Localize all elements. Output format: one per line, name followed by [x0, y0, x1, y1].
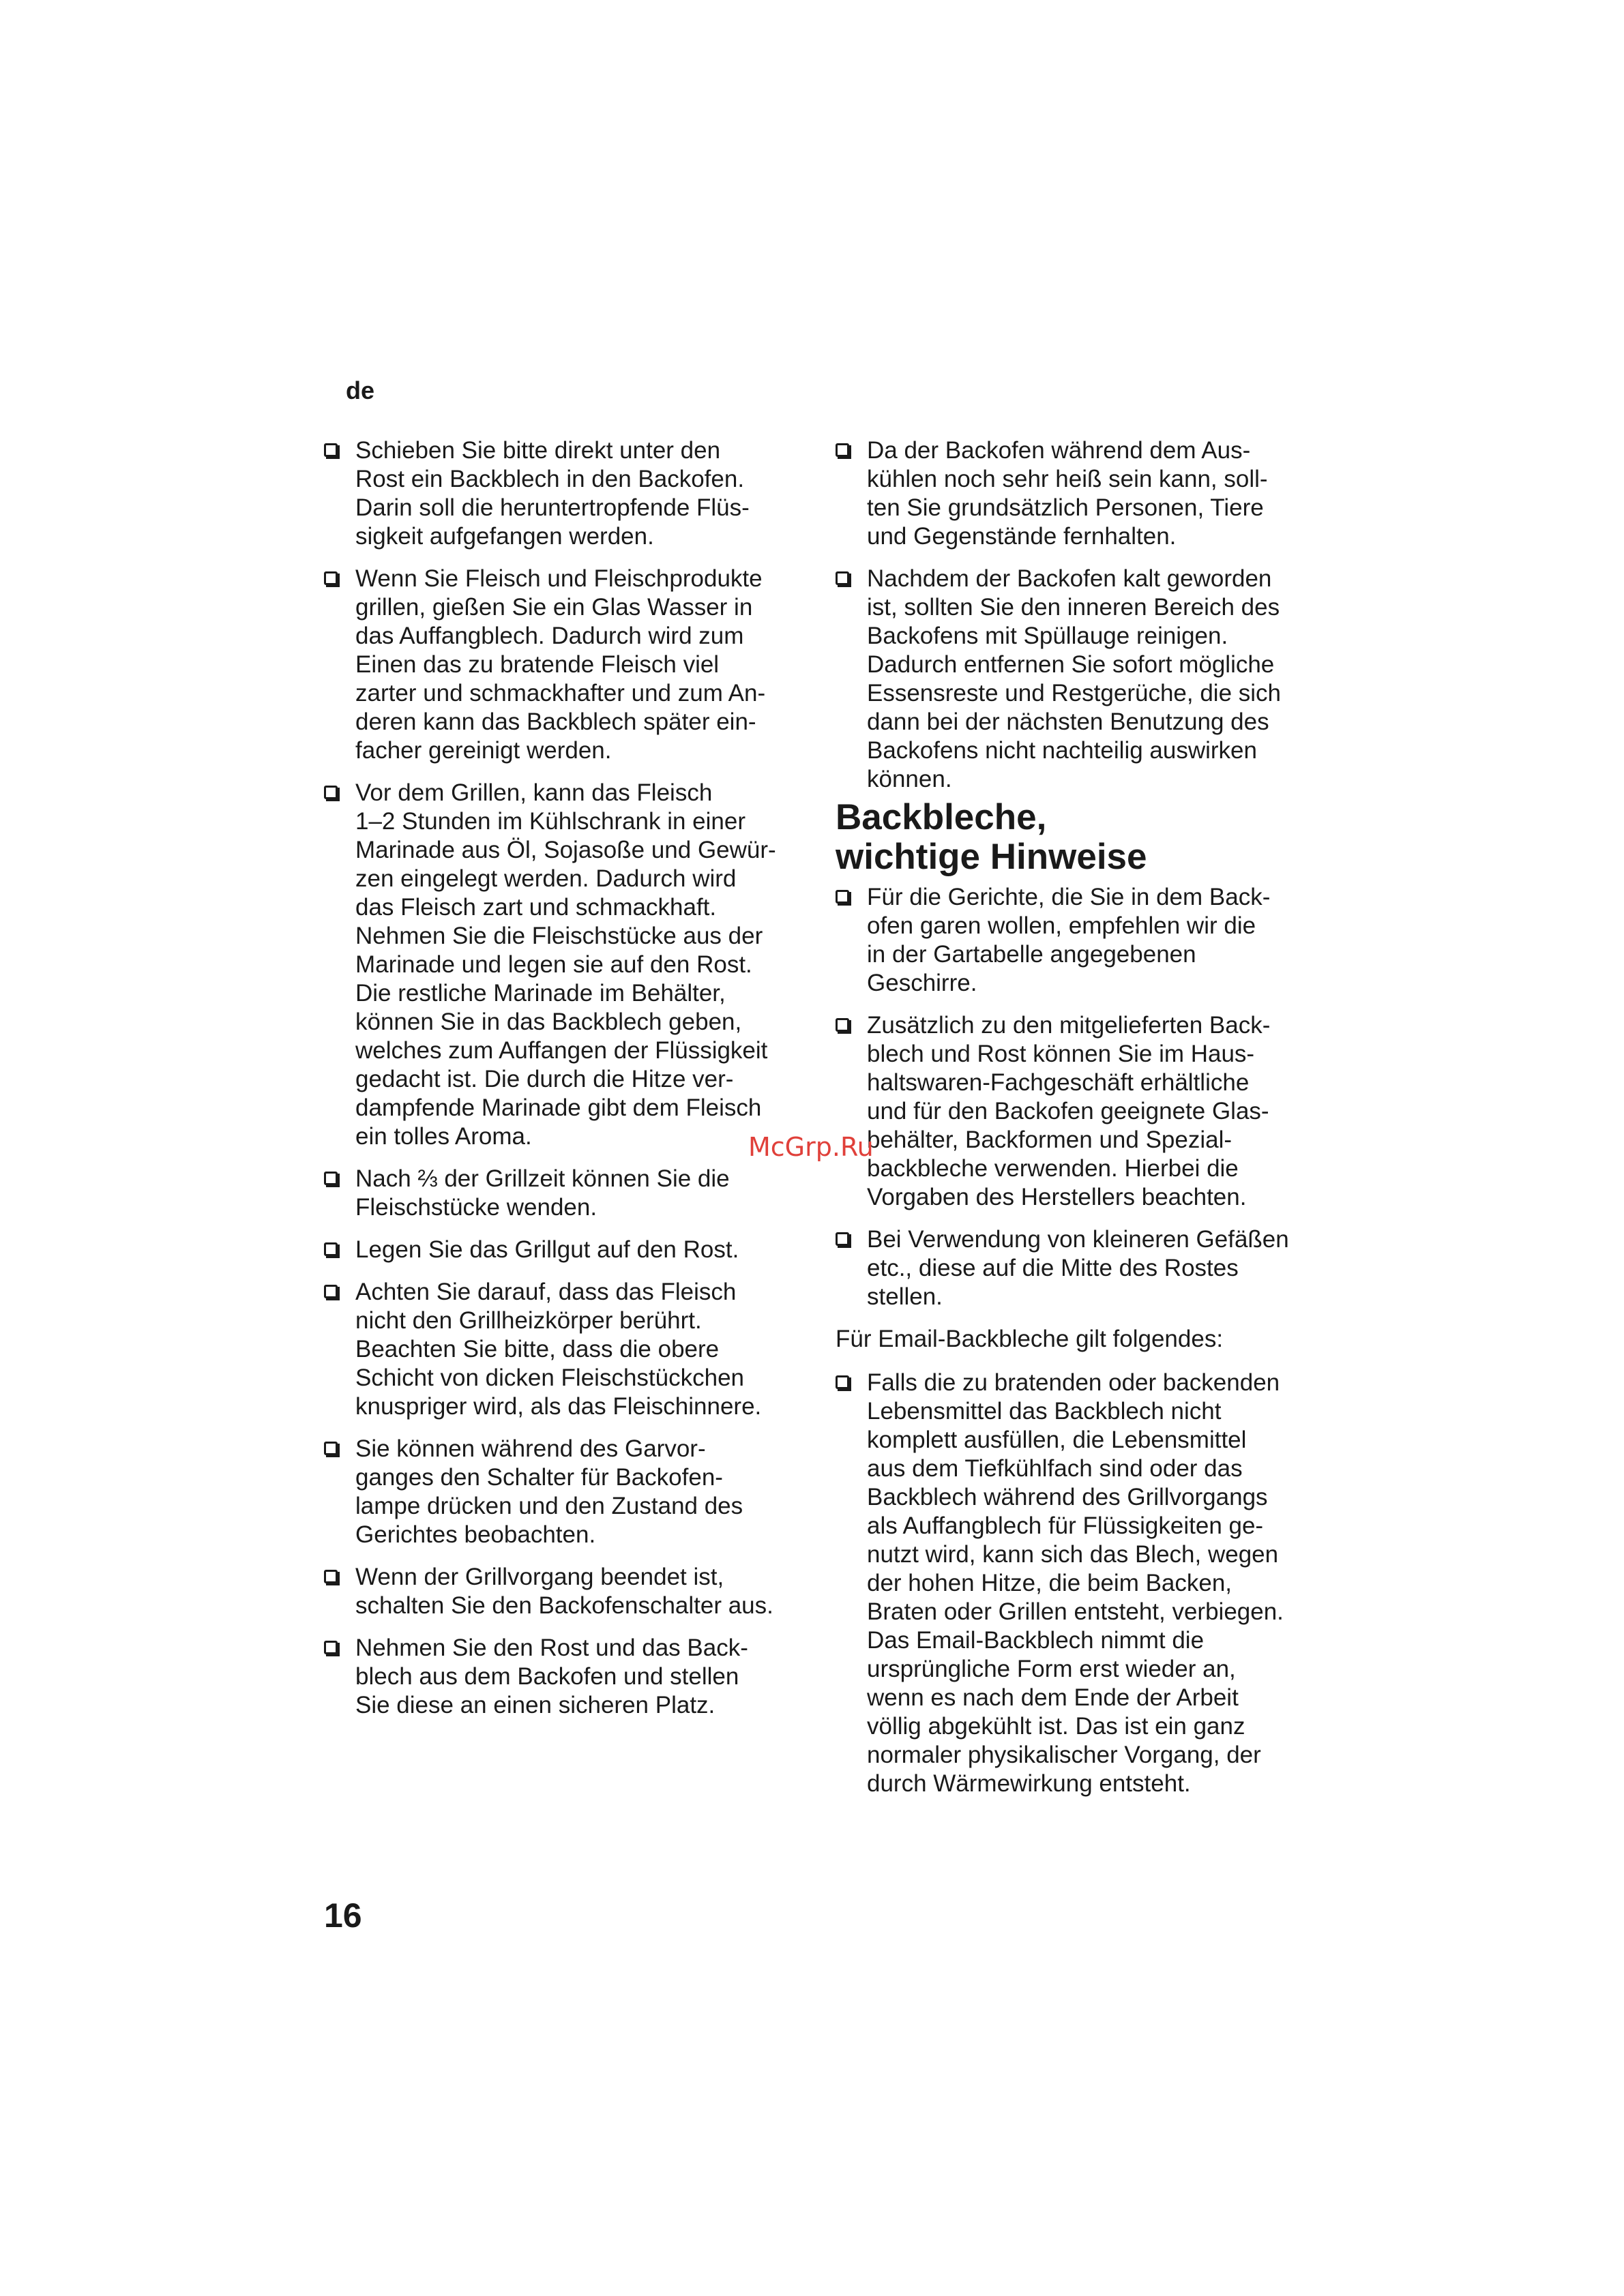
checkbox-bullet-icon	[836, 571, 849, 585]
list-item: Falls die zu bratenden oder backenden Lebensmittel das Backblech nicht komplett ausfüllen, die Lebensmittel aus dem Tiefkühlfach sind oder das Backblech während des Grillvorgangs als Auffangblech für Flüssigkeiten ge- nutzt wird, kann sich das Blech, wegen der hohen Hitze, die beim Backen, Braten oder Grillen entsteht, verbiegen. Das Email-Backblech nimmt die ursprüngliche Form erst wieder an, wenn es nach dem Ende der Arbeit völlig abgekühlt ist. Das ist ein ganz normaler physikalischer Vorgang, der durch Wärmewirkung entsteht.	[836, 1369, 1340, 1798]
list-item: Legen Sie das Grillgut auf den Rost.	[324, 1236, 829, 1264]
watermark: McGrp.Ru	[748, 1132, 874, 1162]
checkbox-bullet-icon	[324, 1242, 338, 1256]
checkbox-bullet-icon	[324, 571, 338, 585]
checkbox-bullet-icon	[324, 1442, 338, 1455]
right-column-top	[836, 436, 1340, 807]
left-column	[324, 436, 829, 1733]
checkbox-bullet-icon	[324, 443, 338, 457]
right-column-section	[836, 883, 1340, 1812]
language-label: de	[346, 376, 375, 404]
checkbox-bullet-icon	[324, 1570, 338, 1583]
list-item: Zusätzlich zu den mitgelieferten Back- blech und Rost können Sie im Haus- haltswaren-Fachgeschäft erhältliche und für den Backofen geeignete Glas- behälter, Backformen und Spezial- backbleche verwenden. Hierbei die Vorgaben des Herstellers beachten.	[836, 1011, 1340, 1212]
checkbox-bullet-icon	[836, 1375, 849, 1389]
checkbox-bullet-icon	[836, 443, 849, 457]
list-item: Schieben Sie bitte direkt unter den Rost ein Backblech in den Backofen. Darin soll die heruntertropfende Flüs- sigkeit aufgefangen werden.	[324, 436, 829, 551]
checkbox-bullet-icon	[836, 1018, 849, 1032]
page-number: 16	[324, 1896, 362, 1935]
checkbox-bullet-icon	[836, 890, 849, 904]
checkbox-bullet-icon	[324, 1285, 338, 1298]
list-item: Achten Sie darauf, dass das Fleisch nicht den Grillheizkörper berührt. Beachten Sie bitte, dass die obere Schicht von dicken Fleischstückchen knuspriger wird, als das Fleischinnere.	[324, 1278, 829, 1421]
list-item: Nachdem der Backofen kalt geworden ist, sollten Sie den inneren Bereich des Backofens mit Spüllauge reinigen. Dadurch entfernen Sie sofort mögliche Essensreste und Restgerüche, die sich dann bei der nächsten Benutzung des Backofens nicht nachteilig auswirken können.	[836, 565, 1340, 794]
list-item: Nach ⅔ der Grillzeit können Sie die Fleischstücke wenden.	[324, 1165, 829, 1222]
list-item: Für die Gerichte, die Sie in dem Back- ofen garen wollen, empfehlen wir die in der Gartabelle angegebenen Geschirre.	[836, 883, 1340, 998]
checkbox-bullet-icon	[836, 1232, 849, 1246]
list-item: Sie können während des Garvor- ganges den Schalter für Backofen- lampe drücken und den Zustand des Gerichtes beobachten.	[324, 1435, 829, 1549]
list-item: Da der Backofen während dem Aus- kühlen noch sehr heiß sein kann, soll- ten Sie grundsätzlich Personen, Tiere und Gegenstände fernhalten.	[836, 436, 1340, 551]
section-heading: Backbleche, wichtige Hinweise	[836, 797, 1147, 877]
list-item: Nehmen Sie den Rost und das Back- blech aus dem Backofen und stellen Sie diese an einen sicheren Platz.	[324, 1634, 829, 1720]
intro-paragraph: Für Email-Backbleche gilt folgendes:	[836, 1326, 1224, 1352]
list-item: Bei Verwendung von kleineren Gefäßen etc., diese auf die Mitte des Rostes stellen.	[836, 1225, 1340, 1311]
checkbox-bullet-icon	[324, 786, 338, 799]
list-item: Wenn der Grillvorgang beendet ist, schalten Sie den Backofenschalter aus.	[324, 1563, 829, 1620]
checkbox-bullet-icon	[324, 1641, 338, 1654]
list-item: Wenn Sie Fleisch und Fleischprodukte grillen, gießen Sie ein Glas Wasser in das Auffangblech. Dadurch wird zum Einen das zu bratende Fleisch viel zarter und schmackhafter und zum An- deren kann das Backblech später ein- facher gereinigt werden.	[324, 565, 829, 765]
checkbox-bullet-icon	[324, 1172, 338, 1185]
list-item: Vor dem Grillen, kann das Fleisch 1–2 Stunden im Kühlschrank in einer Marinade aus Öl, Sojasoße und Gewür- zen eingelegt werden. Dadurch wird das Fleisch zart und schmackhaft. Nehmen Sie die Fleischstücke aus der Marinade und legen sie auf den Rost. Die restliche Marinade im Behälter, können Sie in das Backblech geben, welches zum Auffangen der Flüssigkeit gedacht ist. Die durch die Hitze ver- dampfende Marinade gibt dem Fleisch ein tolles Aroma.	[324, 779, 829, 1151]
